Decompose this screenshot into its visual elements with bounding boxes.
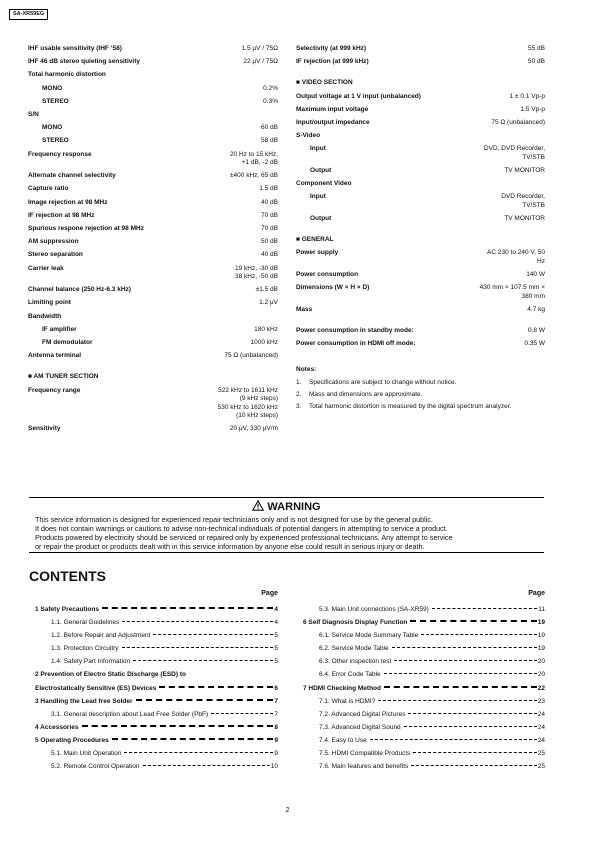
spec-value: 0.35 W — [524, 340, 545, 348]
spec-label: Antenna terminal — [28, 352, 82, 360]
spec-label: Power consumption in HDMI off mode: — [296, 340, 416, 348]
toc-entry[interactable] — [303, 763, 545, 772]
toc-entry-title: 5.1. Main Unit Operation — [51, 750, 122, 758]
toc-leader — [112, 738, 274, 740]
toc-leader — [408, 713, 536, 714]
toc-entry-title: 7.1. What is HDMI? — [319, 697, 376, 705]
spec-label: Input — [310, 145, 326, 153]
spec-label: Bandwidth — [28, 312, 62, 320]
warning-line: This service information is designed for experienced repair technicians only and is not designed for use by the general public. — [35, 515, 433, 524]
toc-entry[interactable] — [35, 763, 278, 772]
spec-value: AC 230 to 240 V, 50 Hz — [487, 249, 545, 265]
toc-page-number: 25 — [537, 750, 545, 758]
spec-row — [296, 106, 545, 115]
toc-page-number: 19 — [537, 632, 545, 640]
spec-value: 58 dB — [261, 137, 278, 145]
general-spec-list — [296, 249, 545, 314]
spec-label: Output — [310, 215, 332, 223]
spec-label: Spurious respone rejection at 98 MHz — [28, 224, 144, 232]
spec-row — [296, 249, 545, 266]
toc-entry-title: Electrostatically Sensitive (ES) Devices — [35, 684, 157, 692]
spec-value: 430 mm × 107.5 mm × 380 mm — [479, 284, 545, 300]
spec-row — [296, 215, 545, 224]
toc-entry[interactable] — [35, 711, 278, 720]
spec-label: Limiting point — [28, 299, 71, 307]
spec-value: 1 ± 0.1 Vp-p — [509, 92, 545, 100]
spec-label: Frequency response — [28, 150, 92, 158]
toc-leader — [404, 726, 537, 727]
toc-entry-title: 2 Prevention of Electro Static Discharge (ESD) to — [35, 671, 186, 679]
toc-page-number: 24 — [537, 723, 545, 731]
spec-value: 50 dB — [261, 238, 278, 246]
toc-page-number: 20 — [537, 658, 545, 666]
spec-label: STEREO — [42, 97, 69, 105]
toc-page-number: 6 — [274, 684, 278, 692]
toc-entry-title: 1.3. Protection Circuitry — [51, 645, 119, 653]
specs-left-column — [28, 45, 278, 438]
toc-page-number: 5 — [274, 658, 278, 666]
toc-entry[interactable] — [303, 671, 545, 680]
spec-row — [28, 425, 278, 434]
toc-leader — [432, 608, 537, 609]
spec-label: Stereo separation — [28, 251, 83, 259]
toc-entry-title: 7.6. Main features and benefits — [319, 763, 409, 771]
toc-entry-title: 7.2. Advanced Digital Pictures — [319, 710, 406, 718]
toc-page-number: 23 — [537, 697, 545, 705]
spec-value: 1.5 dB — [259, 185, 278, 193]
spec-value: TV MONITOR — [504, 215, 545, 223]
spec-value: 50 dB — [528, 58, 545, 66]
toc-right-column — [303, 589, 545, 776]
toc-leader — [413, 752, 536, 753]
toc-leader — [421, 634, 537, 635]
spec-row — [28, 212, 278, 221]
note-item — [296, 391, 545, 400]
toc-page-number: 10 — [270, 763, 278, 771]
toc-entry-title: 7 HDMI Checking Method — [303, 684, 382, 692]
spec-label: Mass — [296, 306, 313, 313]
toc-page-number: 4 — [274, 606, 278, 613]
toc-entry[interactable] — [35, 658, 278, 667]
spec-value: 4.7 kg — [527, 306, 545, 313]
spec-row — [28, 137, 278, 146]
spec-row — [28, 352, 278, 361]
spec-row — [28, 111, 278, 120]
spec-row — [28, 45, 278, 54]
video-section-title: ■ VIDEO SECTION — [296, 79, 353, 87]
spec-row — [28, 85, 278, 94]
page-number: 2 — [285, 807, 290, 814]
spec-value: DVD Recorder, TV/STB — [501, 193, 545, 209]
spec-value: 22 μV / 75Ω — [243, 58, 278, 66]
toc-entry-title: 6.2. Service Mode Table — [319, 645, 389, 653]
spec-value: 1.2 μV — [259, 299, 278, 307]
warning-line: Products powered by electricity should be serviced or repaired only by experienced professional technicians. Any attempt to service — [35, 533, 453, 542]
toc-entry[interactable] — [303, 711, 545, 720]
toc-page-number: 19 — [537, 645, 545, 653]
spec-value: 40 dB — [261, 198, 278, 206]
warning-line: or repair the product or products dealt with in this service information by anyone else could result in serious injury or death. — [35, 542, 425, 551]
spec-value: 75 Ω (unbalanced) — [224, 352, 278, 360]
spec-row — [28, 185, 278, 194]
power-consumption-list — [296, 327, 545, 349]
toc-leader — [136, 699, 274, 701]
model-tag: SA-XR59EG — [9, 9, 48, 20]
toc-page-number: 19 — [537, 619, 545, 627]
toc-leader — [211, 713, 273, 714]
spec-label: Input/output impedance — [296, 118, 370, 126]
spec-value: 75 Ω (unbalanced) — [491, 118, 545, 126]
toc-entry[interactable] — [35, 632, 278, 641]
spec-row — [296, 167, 545, 176]
toc-entry-title: 7.4. Easy to Use — [319, 736, 367, 744]
spec-label: Output — [310, 167, 332, 174]
toc-leader — [122, 621, 273, 622]
toc-entry-title: 6.3. Other inspection test — [319, 658, 392, 666]
toc-entry[interactable] — [303, 724, 545, 733]
spec-label: FM demodulator — [42, 338, 93, 346]
spec-row — [296, 132, 545, 141]
toc-leader — [394, 660, 537, 661]
toc-entry[interactable] — [35, 671, 278, 680]
note-number: 1. — [296, 378, 302, 386]
toc-page-header: Page — [261, 590, 278, 597]
am-spec-list — [28, 387, 278, 434]
spec-value: DVD, DVD Recorder, TV/STB — [483, 145, 545, 161]
spec-label: Input — [310, 193, 326, 201]
spec-value: 70 dB — [261, 224, 278, 232]
spec-row — [28, 251, 278, 260]
spec-value: ±1.5 dB — [255, 286, 278, 294]
warning-text — [29, 515, 544, 551]
spec-row — [28, 98, 278, 107]
spec-label: Maximum input voltage — [296, 105, 369, 113]
am-selectivity-list — [296, 45, 545, 67]
note-item — [296, 403, 545, 412]
toc-entry[interactable] — [35, 737, 278, 746]
general-section-title: ■ GENERAL — [296, 236, 334, 244]
toc-entry-title: 6 Self Diagnosis Display Function — [303, 619, 408, 627]
notes-title: Notes: — [296, 365, 317, 373]
toc-entry[interactable] — [35, 685, 278, 694]
spec-row — [296, 58, 545, 67]
spec-row — [296, 340, 545, 349]
spec-label: Frequency range — [28, 386, 81, 394]
toc-left-column — [35, 589, 278, 776]
spec-value: 1.5 Vp-p — [520, 105, 545, 113]
spec-label: IHF usable sensitivity (IHF ’58) — [28, 45, 122, 52]
toc-leader — [133, 660, 273, 661]
warning-title: WARNING — [267, 501, 321, 513]
note-item — [296, 379, 545, 388]
toc-entry-title: 3 Handling the Lead free Solder — [35, 697, 133, 705]
toc-entry[interactable] — [303, 619, 545, 628]
toc-entry-title: 5 Operating Procedures — [35, 736, 109, 744]
spec-label: IF rejection (at 999 kHz) — [296, 58, 369, 66]
toc-page-number: 7 — [274, 697, 278, 705]
toc-page-number: 9 — [274, 736, 278, 744]
toc-entry[interactable] — [35, 698, 278, 707]
spec-value: 180 kHz — [254, 325, 278, 333]
toc-page-number: 24 — [537, 710, 545, 718]
toc-entry[interactable] — [303, 685, 545, 694]
toc-entry-title: 5.3. Main Unit connections (SA-XR59) — [319, 606, 429, 613]
toc-entry-title: 1.1. General Guidelines — [51, 619, 120, 627]
toc-entry[interactable] — [35, 750, 278, 759]
contents-title: CONTENTS — [29, 568, 106, 584]
spec-row — [296, 193, 545, 210]
spec-label: Power supply — [296, 249, 339, 257]
toc-leader — [82, 725, 274, 727]
notes-list — [296, 379, 545, 412]
spec-row — [296, 271, 545, 280]
spec-value: 0.8 W — [528, 327, 545, 335]
spec-value: 55 dB — [528, 45, 545, 52]
note-text: Specifications are subject to change without notice. — [309, 378, 457, 386]
spec-row — [28, 286, 278, 295]
spec-label: Total harmonic distortion — [28, 71, 106, 79]
spec-value: 0.3% — [263, 97, 278, 105]
fm-spec-list — [28, 45, 278, 361]
toc-leader — [392, 647, 537, 648]
toc-entry-title: 5.2. Remote Control Operation — [51, 763, 140, 771]
spec-label: Selectivity (at 999 kHz) — [296, 45, 367, 52]
spec-row — [28, 225, 278, 234]
spec-row — [28, 265, 278, 282]
spec-label: AM suppression — [28, 238, 79, 246]
toc-entry-title: 7.5. HDMI Compatible Products — [319, 750, 411, 758]
toc-entry-title: 1 Safety Precautions — [35, 606, 99, 613]
spec-row — [28, 313, 278, 322]
spec-row — [28, 299, 278, 308]
spec-row — [28, 151, 278, 168]
spec-label: Image rejection at 98 MHz — [28, 198, 108, 206]
spec-label: Component Video — [296, 180, 352, 188]
spec-label: Channel balance (250 Hz-6.3 kHz) — [28, 286, 131, 294]
spec-value: 0.2% — [263, 84, 278, 92]
toc-page-number: 22 — [537, 684, 545, 692]
toc-entry[interactable] — [303, 750, 545, 759]
spec-row — [28, 326, 278, 335]
toc-list — [303, 606, 545, 772]
video-spec-list — [296, 93, 545, 224]
warning-box — [29, 497, 544, 553]
spec-value: 20 Hz to 15 kHz, +1 dB, -2 dB — [229, 150, 278, 166]
spec-value: 20 μV, 330 μV/m — [229, 425, 278, 433]
toc-list — [35, 606, 278, 772]
spec-label: Power consumption in standby mode: — [296, 327, 414, 335]
note-number: 3. — [296, 402, 302, 410]
warning-line: It does not contain warnings or cautions to advise non-technical individuals of potential dangers in attempting to service a product. — [35, 524, 448, 533]
spec-label: Sensitivity — [28, 425, 61, 433]
spec-row — [296, 119, 545, 128]
spec-row — [28, 387, 278, 421]
toc-page-number: 4 — [274, 619, 278, 627]
toc-entry[interactable] — [35, 619, 278, 628]
spec-row — [28, 124, 278, 133]
spec-value: ±400 kHz, 65 dB — [229, 172, 278, 180]
toc-entry[interactable] — [303, 606, 545, 615]
toc-entry-title: 6.4. Error Code Table — [319, 671, 381, 679]
toc-page-number: 7 — [274, 710, 278, 718]
toc-entry[interactable] — [303, 632, 545, 641]
toc-page-number: 24 — [537, 736, 545, 744]
spec-row — [296, 93, 545, 102]
toc-leader — [411, 765, 537, 766]
spec-label: IHF 46 dB stereo quieting sensitivity — [28, 58, 140, 66]
note-text: Total harmonic distortion is measured by the digital spectrum analyzer. — [309, 402, 512, 410]
spec-row — [296, 180, 545, 189]
toc-entry-title: 4 Accessories — [35, 723, 79, 731]
toc-leader — [159, 686, 273, 688]
specs-right-column — [296, 45, 545, 415]
spec-label: IF amplifier — [42, 325, 77, 333]
toc-page-number: 8 — [274, 723, 278, 731]
toc-leader — [102, 607, 273, 609]
toc-leader — [384, 673, 537, 674]
spec-row — [28, 238, 278, 247]
spec-label: Power consumption — [296, 271, 359, 279]
spec-row — [296, 284, 545, 301]
spec-row — [28, 58, 278, 67]
note-text: Mass and dimensions are approximate. — [309, 390, 423, 398]
toc-entry[interactable] — [35, 645, 278, 654]
toc-leader — [410, 620, 536, 622]
spec-label: IF rejection at 98 MHz — [28, 211, 95, 219]
toc-page-number: 5 — [274, 645, 278, 653]
spec-row — [28, 339, 278, 348]
spec-row — [296, 45, 545, 54]
spec-label: STEREO — [42, 137, 69, 145]
spec-value: 19 kHz, -30 dB 38 kHz, -50 dB — [235, 264, 278, 280]
am-section-title: ■ AM TUNER SECTION — [28, 373, 99, 381]
spec-value: 60 dB — [261, 124, 278, 132]
spec-label: Output voltage at 1 V input (unbalanced) — [296, 92, 421, 100]
toc-page-number: 11 — [538, 606, 545, 613]
toc-page-number: 20 — [537, 671, 545, 679]
toc-entry-title: 1.2. Before Repair and Adjustment — [51, 632, 151, 640]
spec-row — [296, 327, 545, 336]
warning-heading — [29, 500, 544, 515]
spec-label: Capture ratio — [28, 185, 69, 193]
spec-value: 40 dB — [261, 251, 278, 259]
toc-entry[interactable] — [35, 606, 278, 615]
toc-leader — [378, 700, 536, 701]
spec-label: Dimensions (W × H × D) — [296, 284, 370, 292]
spec-label: S-Video — [296, 132, 321, 140]
toc-leader — [153, 634, 273, 635]
toc-page-number: 5 — [274, 632, 278, 640]
toc-leader — [122, 647, 274, 648]
spec-value: TV MONITOR — [504, 167, 545, 174]
toc-page-header: Page — [528, 590, 545, 597]
toc-entry-title: 6.1. Service Mode Summary Table — [319, 632, 419, 640]
toc-leader — [124, 752, 273, 753]
spec-value: 1.5 μV / 75Ω — [241, 45, 278, 52]
toc-leader — [384, 686, 537, 688]
spec-value: 1000 kHz — [250, 338, 278, 346]
spec-row — [296, 145, 545, 162]
spec-label: MONO — [42, 84, 63, 92]
toc-entry[interactable] — [303, 737, 545, 746]
toc-entry-title: 3.1. General description about Lead Free Solder (PbF) — [51, 710, 209, 718]
spec-label: Alternate channel selectivity — [28, 172, 116, 180]
spec-label: MONO — [42, 124, 63, 132]
toc-entry-title: 1.4. Safety Part Information — [51, 658, 131, 666]
spec-value: 70 dB — [261, 211, 278, 219]
toc-entry[interactable] — [303, 698, 545, 707]
spec-row — [28, 71, 278, 80]
toc-entry[interactable] — [35, 724, 278, 733]
warning-triangle-icon — [252, 500, 264, 515]
toc-leader — [370, 739, 537, 740]
spec-value: 140 W — [526, 271, 545, 279]
note-number: 2. — [296, 390, 302, 398]
toc-entry[interactable] — [303, 658, 545, 667]
spec-row — [28, 172, 278, 181]
spec-row — [28, 199, 278, 208]
toc-entry[interactable] — [303, 645, 545, 654]
toc-entry-title: 7.3. Advanced Digital Sound — [319, 723, 401, 731]
toc-page-number: 25 — [537, 763, 545, 771]
toc-page-number: 9 — [274, 750, 278, 758]
spec-row — [296, 306, 545, 315]
spec-label: Carrier leak — [28, 264, 64, 272]
toc-leader — [143, 765, 270, 766]
spec-label: S/N — [28, 110, 39, 118]
spec-value: 522 kHz to 1611 kHz (9 kHz steps) 530 kHz to 1620 kHz (10 kHz steps) — [217, 386, 278, 419]
